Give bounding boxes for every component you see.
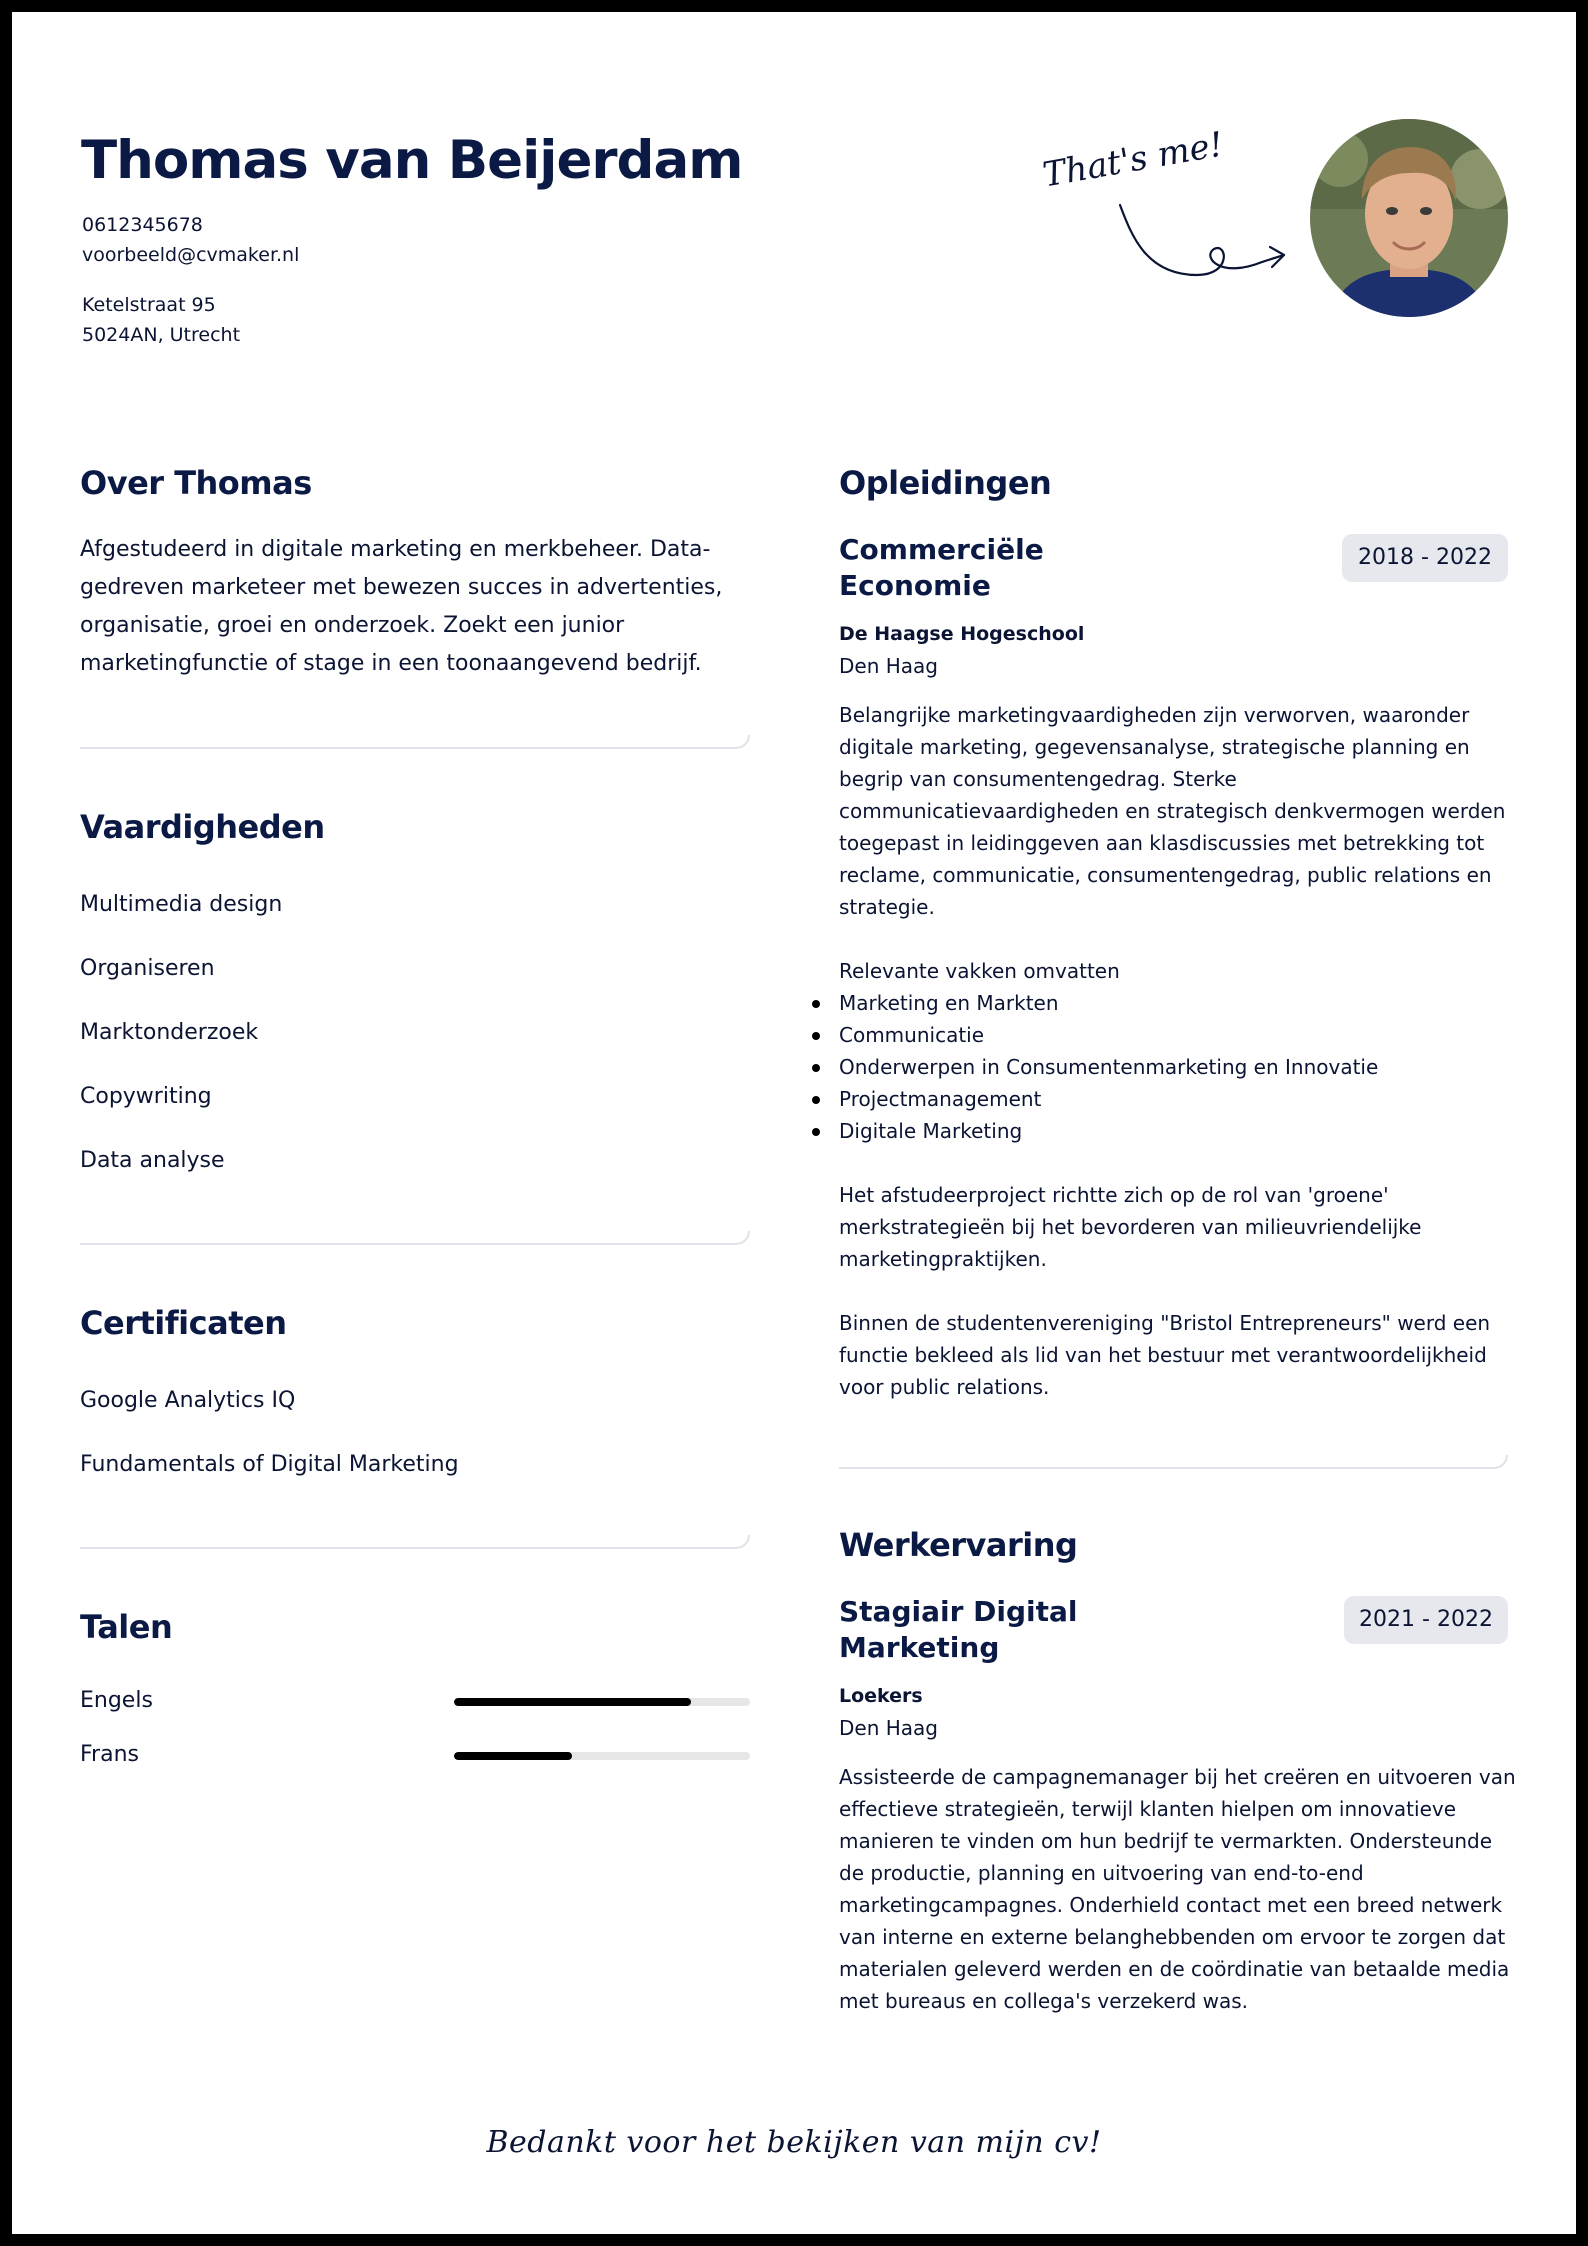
language-level-fill [454, 1752, 572, 1760]
school-name: De Haagse Hogeschool [839, 623, 1085, 645]
student-society-text: Binnen de studentenvereniging "Bristol Entrepreneurs" werd een functie bekleed als lid van het bestuur met verantwoordelijkheid voor public relations. [839, 1311, 1491, 1399]
cv-page [12, 12, 1576, 2234]
profile-photo [1310, 119, 1508, 317]
company-city: Den Haag [839, 1716, 938, 1740]
courses-label: Relevante vakken omvatten [839, 959, 1120, 983]
skills-title: Vaardigheden [80, 808, 325, 846]
graduation-project-text: Het afstudeerproject richtte zich op de rol van 'groene' merkstrategieën bij het bevorderen van milieuvriendelijke marketingpraktijken. [839, 1183, 1422, 1271]
candidate-name: Thomas van Beijerdam [81, 130, 743, 191]
education-title-line: Commerciële [839, 533, 1044, 566]
street-address: Ketelstraat 95 [82, 294, 216, 316]
arrow-icon [1102, 197, 1302, 297]
language-label: Engels [80, 1688, 153, 1713]
footer-thanks: Bedankt voor het bekijken van mijn cv! [486, 2125, 1102, 2160]
certificate-item: Google Analytics IQ [80, 1388, 296, 1413]
list-item: Projectmanagement [839, 1083, 1519, 1115]
phone-number: 0612345678 [82, 214, 203, 236]
language-level-bar [454, 1698, 750, 1706]
courses-list [839, 987, 1519, 1147]
education-period-badge: 2018 - 2022 [1342, 534, 1508, 582]
about-title: Over Thomas [80, 464, 312, 502]
divider [80, 1535, 750, 1549]
language-label: Frans [80, 1742, 139, 1767]
divider [839, 1455, 1508, 1469]
experience-period-badge: 2021 - 2022 [1344, 1596, 1508, 1644]
skill-item: Data analyse [80, 1148, 225, 1173]
experience-title: Werkervaring [839, 1526, 1078, 1564]
school-city: Den Haag [839, 654, 938, 678]
list-item: Communicatie [839, 1019, 1519, 1051]
experience-description: Assisteerde de campagnemanager bij het creëren en uitvoeren van effectieve strategieën, terwijl klanten hielpen om innovatieve manieren te vinden om hun bedrijf te vermarkten. Ondersteunde de productie, planning en uitvoering van end-to-end marketingcampagnes. Onderhield contact met een breed netwerk van interne en externe belanghebbenden om ervoor te zorgen dat materialen geleverd werden en de coördinatie van betaalde media met bureaus en collega's verzekerd was. [839, 1765, 1516, 2013]
skill-item: Marktonderzoek [80, 1020, 259, 1045]
list-item: Digitale Marketing [839, 1115, 1519, 1147]
certificates-title: Certificaten [80, 1304, 287, 1342]
about-text: Afgestudeerd in digitale marketing en merkbeheer. Data-gedreven marketeer met bewezen succes in advertenties, organisatie, groei en onderzoek. Zoekt een junior marketingfunctie of stage in een toonaangevend bedrijf. [80, 537, 723, 676]
skill-item: Copywriting [80, 1084, 212, 1109]
company-name: Loekers [839, 1685, 923, 1707]
language-level-fill [454, 1698, 691, 1706]
job-title-line: Marketing [839, 1631, 1000, 1664]
education-title-line: Economie [839, 569, 991, 602]
certificate-item: Fundamentals of Digital Marketing [80, 1452, 459, 1477]
language-level-bar [454, 1752, 750, 1760]
education-description: Belangrijke marketingvaardigheden zijn verworven, waaronder digitale marketing, gegevensanalyse, strategische planning en begrip van consumentengedrag. Sterke communicatievaardigheden en strategisch denkvermogen werden toegepast in leidinggeven aan klasdiscussies met betrekking tot reclame, communicatie, consumentengedrag, public relations en strategie. [839, 703, 1506, 919]
education-title: Opleidingen [839, 464, 1052, 502]
photo-note: That's me! [1039, 124, 1227, 196]
skill-item: Multimedia design [80, 892, 283, 917]
divider [80, 735, 750, 749]
job-title-line: Stagiair Digital [839, 1595, 1078, 1628]
list-item: Marketing en Markten [839, 987, 1519, 1019]
languages-title: Talen [80, 1608, 173, 1646]
divider [80, 1231, 750, 1245]
skill-item: Organiseren [80, 956, 215, 981]
list-item: Onderwerpen in Consumentenmarketing en Innovatie [839, 1051, 1519, 1083]
email-address: voorbeeld@cvmaker.nl [82, 244, 300, 266]
city-address: 5024AN, Utrecht [82, 324, 241, 346]
